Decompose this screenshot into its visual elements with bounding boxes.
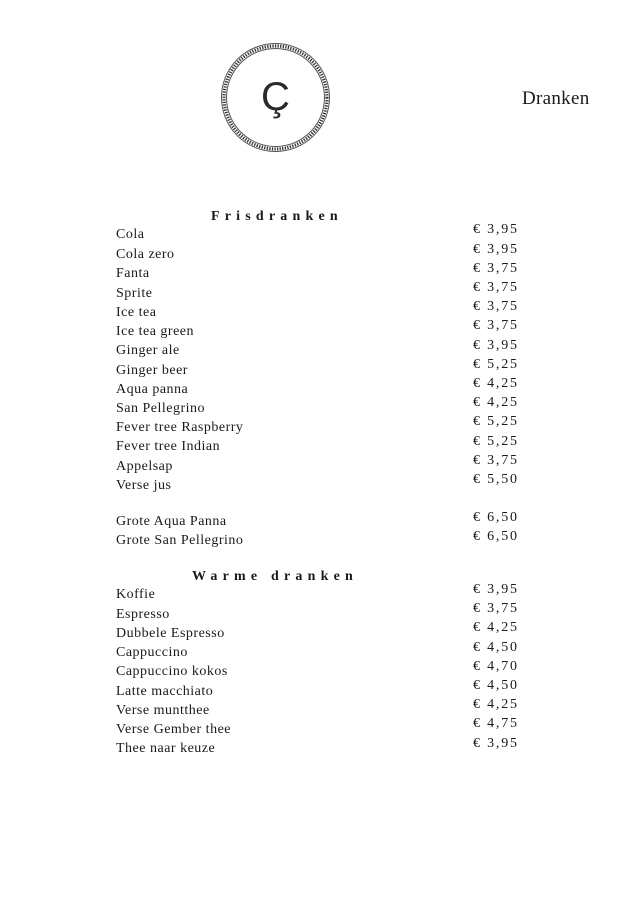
menu-item-price: € 3,95 bbox=[473, 736, 519, 751]
menu-item-price: € 3,95 bbox=[473, 338, 519, 353]
menu-item-price: € 5,50 bbox=[473, 472, 519, 487]
menu-item-price: € 5,25 bbox=[473, 414, 519, 429]
menu-item-name: Cappuccino bbox=[116, 645, 188, 660]
menu-item-price: € 3,75 bbox=[473, 299, 519, 314]
menu-item-price: € 5,25 bbox=[473, 434, 519, 449]
menu-item-price: € 4,75 bbox=[473, 716, 519, 731]
logo bbox=[219, 41, 332, 154]
menu-item-name: Verse Gember thee bbox=[116, 722, 232, 737]
menu-item-name: Ginger ale bbox=[116, 343, 180, 358]
menu-item-name: Verse jus bbox=[116, 478, 172, 493]
menu-item-price: € 4,50 bbox=[473, 640, 519, 655]
menu-item-price: € 4,25 bbox=[473, 395, 519, 410]
menu-item-name: Latte macchiato bbox=[116, 684, 214, 699]
page-title: Dranken bbox=[522, 88, 590, 109]
menu-item-name: Koffie bbox=[116, 587, 156, 602]
menu-item-name: Espresso bbox=[116, 607, 170, 622]
menu-item-price: € 4,25 bbox=[473, 376, 519, 391]
menu-item-price: € 3,75 bbox=[473, 453, 519, 468]
menu-item-price: € 3,75 bbox=[473, 261, 519, 276]
menu-item-price: € 4,50 bbox=[473, 678, 519, 693]
menu-item-price: € 3,95 bbox=[473, 582, 519, 597]
menu-item-name: Appelsap bbox=[116, 459, 173, 474]
menu-item-name: Ice tea green bbox=[116, 324, 194, 339]
menu-item-price: € 3,95 bbox=[473, 242, 519, 257]
menu-item-name: Ginger beer bbox=[116, 363, 188, 378]
menu-item-name: Aqua panna bbox=[116, 382, 189, 397]
menu-item-price: € 3,75 bbox=[473, 318, 519, 333]
menu-item-price: € 3,95 bbox=[473, 222, 519, 237]
menu-item-price: € 3,75 bbox=[473, 601, 519, 616]
menu-item-price: € 4,25 bbox=[473, 697, 519, 712]
menu-item-name: Grote Aqua Panna bbox=[116, 514, 227, 529]
menu-item-price: € 6,50 bbox=[473, 529, 519, 544]
logo-letter: Ç bbox=[261, 75, 290, 119]
menu-item-name: Verse muntthee bbox=[116, 703, 210, 718]
menu-item-name: Dubbele Espresso bbox=[116, 626, 225, 641]
menu-item-price: € 4,70 bbox=[473, 659, 519, 674]
menu-item-name: Cappuccino kokos bbox=[116, 664, 228, 679]
menu-item-name: Ice tea bbox=[116, 305, 157, 320]
section-heading-frisdranken: Frisdranken bbox=[211, 209, 343, 224]
menu-item-name: Sprite bbox=[116, 286, 153, 301]
menu-item-name: Fever tree Raspberry bbox=[116, 420, 244, 435]
menu-item-name: Fanta bbox=[116, 266, 150, 281]
menu-item-name: Fever tree Indian bbox=[116, 439, 221, 454]
menu-item-name: Grote San Pellegrino bbox=[116, 533, 244, 548]
menu-item-name: Cola zero bbox=[116, 247, 175, 262]
menu-item-price: € 4,25 bbox=[473, 620, 519, 635]
menu-item-price: € 3,75 bbox=[473, 280, 519, 295]
menu-item-price: € 6,50 bbox=[473, 510, 519, 525]
menu-item-price: € 5,25 bbox=[473, 357, 519, 372]
menu-item-name: Thee naar keuze bbox=[116, 741, 216, 756]
menu-item-name: Cola bbox=[116, 227, 145, 242]
menu-item-name: San Pellegrino bbox=[116, 401, 206, 416]
section-heading-warme-dranken: Warme dranken bbox=[192, 569, 358, 584]
